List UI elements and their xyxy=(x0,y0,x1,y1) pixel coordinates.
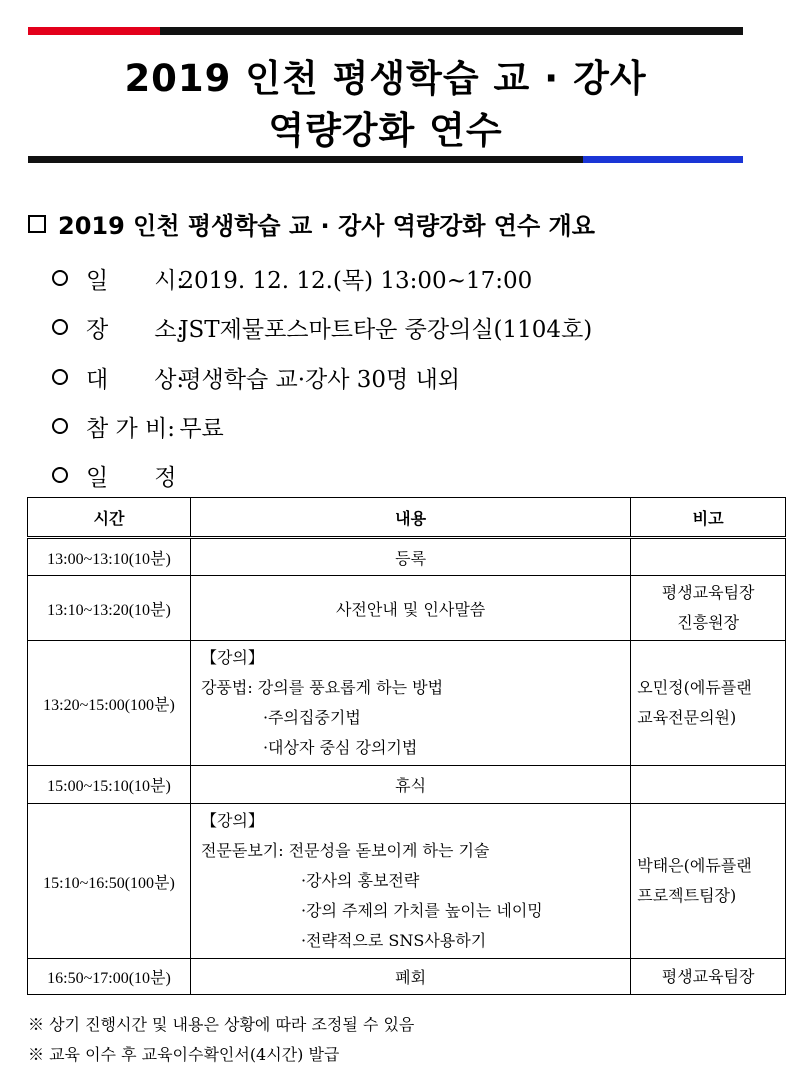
schedule-table xyxy=(27,497,786,995)
lecture-subitem: ·전략적으로 SNS사용하기 xyxy=(300,931,487,950)
table-row xyxy=(28,641,786,766)
footnote-adjustment: ※ 상기 진행시간 및 내용은 상황에 따라 조정될 수 있음 xyxy=(28,1015,415,1034)
top-bar-black-segment xyxy=(160,27,743,35)
bottom-decor-bar xyxy=(28,156,743,163)
info-value: JST제물포스마트타운 중강의실(1104호) xyxy=(179,317,593,343)
time-cell: 13:00~13:10(10분) xyxy=(28,538,191,576)
circle-bullet-icon xyxy=(52,467,68,483)
lecture-subitem: ·강사의 홍보전략 xyxy=(300,871,420,890)
footnote-certificate: ※ 교육 이수 후 교육이수확인서(4시간) 발급 xyxy=(28,1045,340,1064)
info-row-venue xyxy=(52,311,592,344)
top-bar-red-segment xyxy=(28,27,160,35)
content-cell: 휴식 xyxy=(190,766,630,804)
note-cell xyxy=(631,766,786,804)
circle-bullet-icon xyxy=(52,369,68,385)
content-cell: 폐회 xyxy=(190,959,630,995)
lecture-tag: 【강의】 xyxy=(200,648,264,667)
table-row xyxy=(28,576,786,641)
content-cell: 등록 xyxy=(190,538,630,576)
lecture-title: 강풍법: 강의를 풍요롭게 하는 방법 xyxy=(200,678,444,697)
lecture-subitem: ·주의집중기법 xyxy=(262,708,361,727)
table-row xyxy=(28,804,786,959)
note-line: 오민정(에듀플랜 xyxy=(637,678,752,697)
info-label: 일 정 xyxy=(86,465,177,491)
time-cell: 13:10~13:20(10분) xyxy=(28,576,191,641)
info-label: 대 상: xyxy=(86,367,185,393)
table-header-row xyxy=(28,498,786,538)
time-cell: 15:10~16:50(100분) xyxy=(28,804,191,959)
note-cell xyxy=(631,641,786,766)
circle-bullet-icon xyxy=(52,418,68,434)
time-cell: 16:50~17:00(10분) xyxy=(28,959,191,995)
info-row-schedule xyxy=(52,459,177,492)
content-cell xyxy=(190,804,630,959)
info-label: 참 가 비: xyxy=(86,416,176,442)
note-line: 평생교육팀장 xyxy=(661,583,755,602)
table-row xyxy=(28,766,786,804)
lecture-tag: 【강의】 xyxy=(200,811,264,830)
circle-bullet-icon xyxy=(52,270,68,286)
info-label: 장 소: xyxy=(86,317,185,343)
table-row xyxy=(28,538,786,576)
title-line-1: 2019 인천 평생학습 교 · 강사 xyxy=(124,57,647,100)
info-label: 일 시: xyxy=(86,268,185,294)
note-cell xyxy=(631,576,786,641)
info-value: 무료 xyxy=(179,416,224,442)
time-cell: 15:00~15:10(10분) xyxy=(28,766,191,804)
info-value: 2019. 12. 12.(목) 13:00~17:00 xyxy=(179,268,533,294)
time-cell: 13:20~15:00(100분) xyxy=(28,641,191,766)
top-decor-bar xyxy=(28,27,743,35)
note-cell: 평생교육팀장 xyxy=(631,959,786,995)
circle-bullet-icon xyxy=(52,319,68,335)
note-line: 박태은(에듀플랜 xyxy=(637,856,752,875)
note-line: 프로젝트팀장) xyxy=(637,886,737,905)
header-time: 시간 xyxy=(28,498,191,538)
lecture-subitem: ·대상자 중심 강의기법 xyxy=(262,738,418,757)
info-row-fee xyxy=(52,410,224,443)
lecture-subitem: ·강의 주제의 가치를 높이는 네이밍 xyxy=(300,901,543,920)
square-bullet-icon xyxy=(28,215,46,233)
info-value: 평생학습 교·강사 30명 내외 xyxy=(179,367,461,393)
bottom-bar-blue-segment xyxy=(583,156,743,163)
note-line: 진흥원장 xyxy=(677,613,740,632)
info-row-datetime xyxy=(52,262,532,295)
header-content: 내용 xyxy=(190,498,630,538)
content-cell xyxy=(190,641,630,766)
content-cell: 사전안내 및 인사말씀 xyxy=(190,576,630,641)
note-line: 교육전문의원) xyxy=(637,708,737,727)
bottom-bar-black-segment xyxy=(28,156,583,163)
info-row-target xyxy=(52,361,460,394)
note-cell xyxy=(631,538,786,576)
header-note: 비고 xyxy=(631,498,786,538)
lecture-title: 전문돋보기: 전문성을 돋보이게 하는 기술 xyxy=(200,841,490,860)
section-heading xyxy=(28,206,595,241)
section-title: 2019 인천 평생학습 교 · 강사 역량강화 연수 개요 xyxy=(58,212,595,240)
note-cell xyxy=(631,804,786,959)
title-line-2: 역량강화 연수 xyxy=(268,109,503,152)
table-row xyxy=(28,959,786,995)
